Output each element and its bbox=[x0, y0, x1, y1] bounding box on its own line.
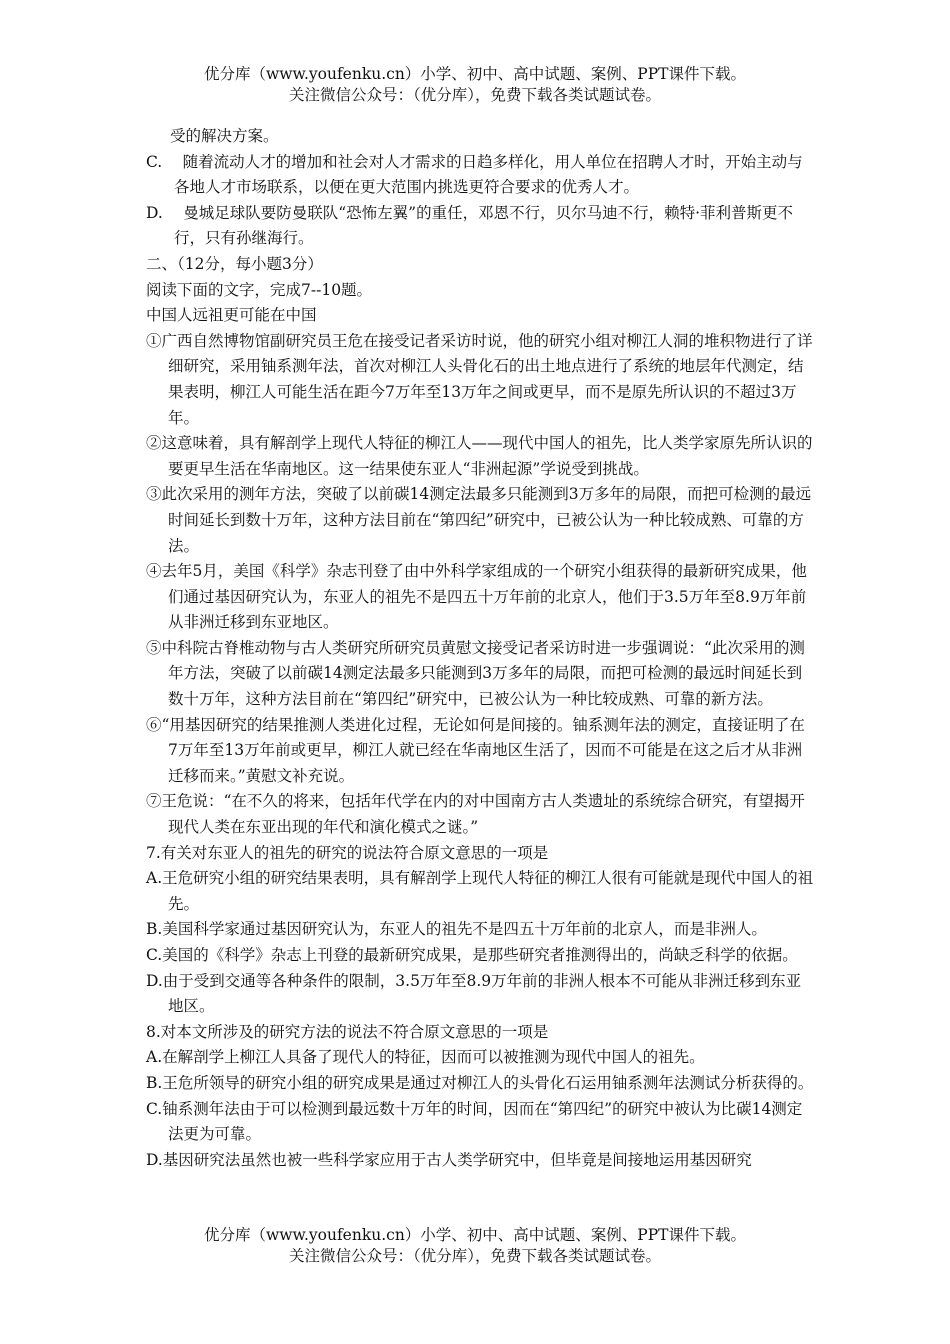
prev-option-c: C. 随着流动人才的增加和社会对人才需求的日趋多样化，用人单位在招聘人才时，开始主动与各地人才市场联系，以便在更大范围内挑选更符合要求的优秀人才。 bbox=[146, 152, 803, 197]
document-body bbox=[146, 124, 814, 1173]
article-title: 中国人远祖更可能在中国 bbox=[146, 306, 317, 325]
question-8-option-a: A.在解剖学上柳江人具备了现代人的特征，因而可以被推测为现代中国人的祖先。 bbox=[146, 1048, 705, 1067]
question-7-option-a: A.王危研究小组的研究结果表明，具有解剖学上现代人特征的柳江人很有可能就是现代中国人的祖先。 bbox=[146, 869, 814, 913]
paragraph-6: ⑥“用基因研究的结果推测人类进化过程，无论如何是间接的。铀系测年法的测定，直接证明了在7万年至13万年前或更早，柳江人就已经在华南地区生活了，因而不可能是在这之后才从非洲迁移而来。”黄慰文补充说。 bbox=[146, 715, 805, 785]
paragraph-1: ①广西自然博物馆副研究员王危在接受记者采访时说，他的研究小组对柳江人洞的堆积物进行了详细研究，采用铀系测年法，首次对柳江人头骨化石的出土地点进行了系统的地层年代测定，结果表明，柳江人可能生活在距今7万年至13万年之间或更早，而不是原先所认识的不超过3万年。 bbox=[146, 331, 813, 427]
continued-text: 受的解决方案。 bbox=[170, 127, 279, 145]
paragraph-4: ④去年5月，美国《科学》杂志刊登了由中外科学家组成的一个研究小组获得的最新研究成果，他们通过基因研究认为，东亚人的祖先不是四五十万年前的北京人，他们于3.5万年至8.9万年前从非洲迁移到东亚地区。 bbox=[146, 562, 807, 632]
page-header bbox=[0, 64, 950, 106]
paragraph-2: ②这意味着，具有解剖学上现代人特征的柳江人——现代中国人的祖先，比人类学家原先所认识的要更早生活在华南地区。这一结果使东亚人“非洲起源”学说受到挑战。 bbox=[146, 434, 813, 478]
question-7-stem: 7.有关对东亚人的祖先的研究的说法符合原文意思的一项是 bbox=[146, 843, 549, 862]
paragraph-7: ⑦王危说：“在不久的将来，包括年代学在内的对中国南方古人类遗址的系统综合研究，有望揭开现代人类在东亚出现的年代和演化模式之谜。” bbox=[146, 792, 805, 837]
question-7-option-d: D.由于受到交通等各种条件的限制，3.5万年至8.9万年前的非洲人根本不可能从非洲迁移到东亚地区。 bbox=[146, 971, 802, 1016]
page-footer bbox=[0, 1225, 950, 1267]
prev-option-d: D. 曼城足球队要防曼联队“恐怖左翼”的重任，邓恩不行，贝尔马迪不行，赖特·菲利普斯更不行，只有孙继海行。 bbox=[146, 203, 794, 248]
question-7-option-c: C.美国的《科学》杂志上刊登的最新研究成果，是那些研究者推测得出的，尚缺乏科学的依据。 bbox=[146, 946, 798, 964]
section-instruction: 阅读下面的文字，完成7--10题。 bbox=[146, 280, 373, 299]
footer-line-1: 优分库（www.youfenku.cn）小学、初中、高中试题、案例、PPT课件下载。 bbox=[203, 1226, 747, 1244]
question-8-option-b: B.王危所领导的研究小组的研究成果是通过对柳江人的头骨化石运用铀系测年法测试分析获得的。 bbox=[146, 1073, 814, 1092]
paragraph-3: ③此次采用的测年方法，突破了以前碳14测定法最多只能测到3万多年的局限，而把可检测的最远时间延长到数十万年，这种方法目前在“第四纪”研究中，已被公认为一种比较成熟、可靠的方法。 bbox=[146, 485, 812, 555]
paragraph-5: ⑤中科院古脊椎动物与古人类研究所研究员黄慰文接受记者采访时进一步强调说：“此次采用的测年方法，突破了以前碳14测定法最多只能测到3万多年的局限，而把可检测的最远时间延长到数十万年，这种方法目前在“第四纪”研究中，已被公认为一种比较成熟、可靠的新方法。 bbox=[146, 638, 805, 709]
question-8-stem: 8.对本文所涉及的研究方法的说法不符合原文意思的一项是 bbox=[146, 1022, 549, 1041]
footer-line-2: 关注微信公众号：（优分库），免费下载各类试题试卷。 bbox=[288, 1247, 661, 1265]
question-8-option-d: D.基因研究法虽然也被一些科学家应用于古人类学研究中，但毕竟是间接地运用基因研究 bbox=[146, 1150, 752, 1169]
header-line-1: 优分库（www.youfenku.cn）小学、初中、高中试题、案例、PPT课件下载。 bbox=[203, 65, 747, 83]
header-line-2: 关注微信公众号：（优分库），免费下载各类试题试卷。 bbox=[288, 86, 661, 104]
question-7-option-b: B.美国科学家通过基因研究认为，东亚人的祖先不是四五十万年前的北京人，而是非洲人。 bbox=[146, 920, 767, 939]
question-8-option-c: C.铀系测年法由于可以检测到最远数十万年的时间，因而在“第四纪”的研究中被认为比碳14测定法更为可靠。 bbox=[146, 1099, 803, 1144]
section-heading: 二、（12分，每小题3分） bbox=[146, 254, 323, 273]
